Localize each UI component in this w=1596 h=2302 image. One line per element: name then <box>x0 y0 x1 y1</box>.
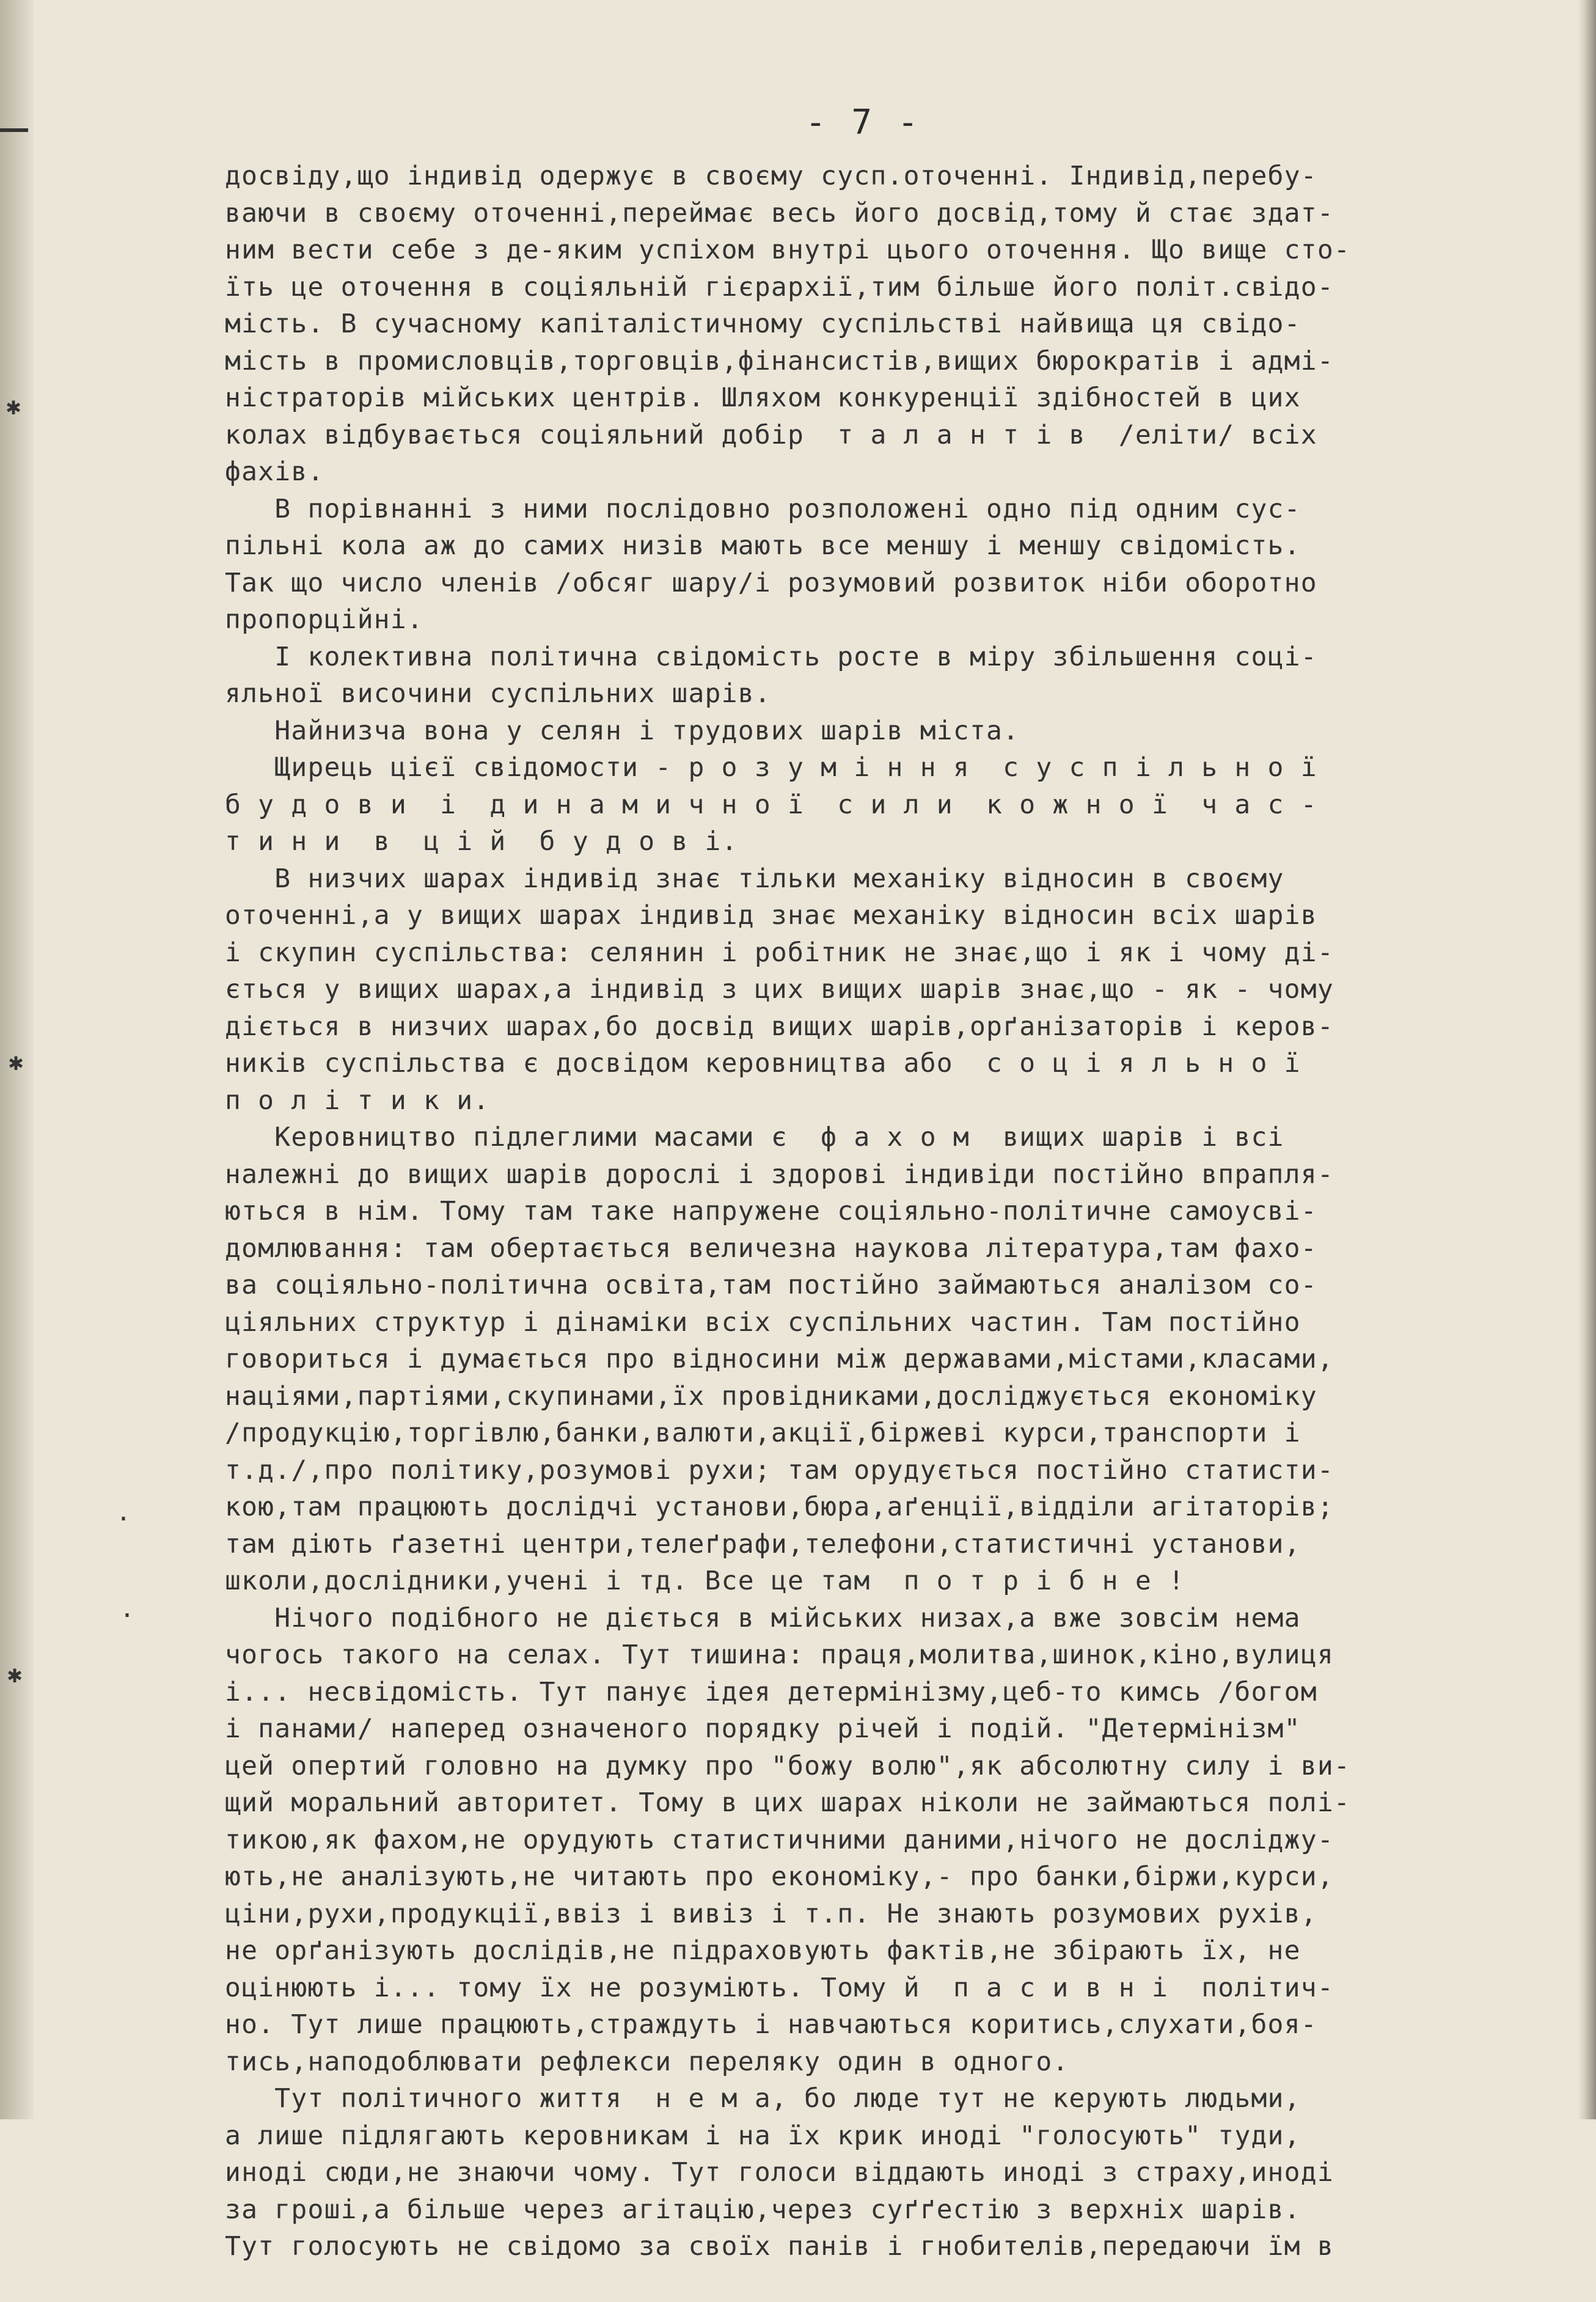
text-line: не орґанізують дослідів,не підраховують фактів,не збірають їх, не <box>225 1932 1496 1970</box>
text-line: Нічого подібного не діється в мійських низах,а вже зовсім нема <box>225 1600 1496 1637</box>
text-line: п о л і т и к и. <box>225 1082 1496 1120</box>
text-line: Так що число членів /обсяг шару/і розумовий розвиток ніби оборотно <box>225 565 1496 602</box>
text-line: домлювання: там обертається величезна наукова література,там фахо- <box>225 1230 1496 1267</box>
text-line: т и н и в ц і й б у д о в і. <box>225 823 1496 860</box>
text-line: пропорційні. <box>225 601 1496 639</box>
text-line: належні до вищих шарів дорослі і здорові індивіди постійно впрапля- <box>225 1156 1496 1193</box>
text-line: тикою,як фахом,не орудують статистичними даними,нічого не досліджу- <box>225 1822 1496 1859</box>
text-line: ються в нім. Тому там таке напружене соціяльно-політичне самоусві- <box>225 1193 1496 1230</box>
text-line: ників суспільства є досвідом керовництва або с о ц і я л ь н о ї <box>225 1045 1496 1082</box>
text-line: націями,партіями,скупинами,їх провідниками,досліджується економіку <box>225 1378 1496 1415</box>
text-line: оточенні,а у вищих шарах індивід знає механіку відносин всіх шарів <box>225 897 1496 934</box>
text-line: школи,дослідники,учені і тд. Все це там п о т р і б н е ! <box>225 1563 1496 1600</box>
text-line: ваючи в своєму оточенні,переймає весь його досвід,тому й стає здат- <box>225 195 1496 232</box>
text-line: мість. В сучасному капіталістичному суспільстві найвища ця свідо- <box>225 306 1496 343</box>
text-line: ціяльних структур і дінаміки всіх суспільних частин. Там постійно <box>225 1304 1496 1341</box>
text-line: пільні кола аж до самих низів мають все меншу і меншу свідомість. <box>225 527 1496 565</box>
text-line: Тут голосують не свідомо за своїх панів і гнобителів,передаючи їм в <box>225 2228 1496 2265</box>
text-line: Тут політичного життя н е м а, бо люде тут не керують людьми, <box>225 2080 1496 2117</box>
text-line: говориться і думається про відносини між державами,містами,класами, <box>225 1341 1496 1378</box>
text-line: досвіду,що індивід одержує в своєму сусп.оточенні. Індивід,перебу- <box>225 158 1496 195</box>
margin-mark: ✱ <box>6 394 21 419</box>
page-number: - 7 - <box>805 103 921 142</box>
text-line: Найнизча вона у селян і трудових шарів міста. <box>225 713 1496 750</box>
margin-mark: ✱ <box>7 1662 22 1687</box>
text-line: б у д о в и і д и н а м и ч н о ї с и л и к о ж н о ї ч а с - <box>225 786 1496 824</box>
text-line: І колективна політична свідомість росте в міру збільшення соці- <box>225 639 1496 676</box>
text-line: Щирець цієї свідомости - р о з у м і н н я с у с п і л ь н о ї <box>225 749 1496 786</box>
text-line: ціни,рухи,продукції,ввіз і вивіз і т.п. Не знають розумових рухів, <box>225 1896 1496 1933</box>
text-line: ють,не аналізують,не читають про економіку,- про банки,біржи,курси, <box>225 1858 1496 1896</box>
text-line: кою,там працюють дослідчі установи,бюра,аґенції,відділи агітаторів; <box>225 1489 1496 1526</box>
text-line: В низчих шарах індивід знає тільки механіку відносин в своєму <box>225 860 1496 898</box>
margin-mark: · <box>120 1604 134 1628</box>
text-line: і скупин суспільства: селянин і робітник не знає,що і як і чому ді- <box>225 934 1496 972</box>
text-line: колах відбувається соціяльний добір т а л а н т і в /еліти/ всіх <box>225 417 1496 454</box>
text-line: иноді сюди,не знаючи чому. Тут голоси віддають иноді з страху,иноді <box>225 2154 1496 2191</box>
text-line: чогось такого на селах. Тут тишина: праця,молитва,шинок,кіно,вулиця <box>225 1637 1496 1674</box>
text-line <box>225 2265 1496 2302</box>
text-line: тись,наподоблювати рефлекси переляку один в одного. <box>225 2044 1496 2081</box>
text-line: і... несвідомість. Тут панує ідея детермінізму,цеб-то кимсь /богом <box>225 1674 1496 1711</box>
page-body <box>225 158 1496 2302</box>
text-line: діється в низчих шарах,бо досвід вищих шарів,орґанізаторів і керов- <box>225 1008 1496 1046</box>
text-line: т.д./,про політику,розумові рухи; там орудується постійно статисти- <box>225 1452 1496 1489</box>
text-line: Керовництво підлеглими масами є ф а х о м вищих шарів і всі <box>225 1119 1496 1156</box>
text-line: цей опертий головно на думку про "божу волю",як абсолютну силу і ви- <box>225 1748 1496 1785</box>
text-line: за гроші,а більше через агітацію,через суґґестію з верхніх шарів. <box>225 2191 1496 2229</box>
text-line: а лише підлягають керовникам і на їх крик иноді "голосують" туди, <box>225 2117 1496 2155</box>
text-line: но. Тут лише працюють,страждуть і навчаються коритись,слухати,боя- <box>225 2006 1496 2044</box>
text-line: оцінюють і... тому їх не розуміють. Тому й п а с и в н і політич- <box>225 1970 1496 2007</box>
text-line: ва соціяльно-політична освіта,там постійно займаються аналізом со- <box>225 1267 1496 1304</box>
text-line: ністраторів мійських центрів. Шляхом конкуренції здібностей в цих <box>225 379 1496 417</box>
text-line: мість в промисловців,торговців,фінансистів,вищих бюрократів і адмі- <box>225 343 1496 380</box>
binding-mark <box>0 128 28 132</box>
text-line: фахів. <box>225 453 1496 491</box>
text-line: ним вести себе з де-яким успіхом внутрі цього оточення. Що вище сто- <box>225 232 1496 269</box>
text-line: і панами/ наперед означеного порядку річей і подій. "Детермінізм" <box>225 1710 1496 1748</box>
text-line: /продукцію,торгівлю,банки,валюти,акції,біржеві курси,транспорти і <box>225 1415 1496 1452</box>
page-edge-shadow <box>1578 0 1596 2119</box>
text-line: яльної височини суспільних шарів. <box>225 675 1496 713</box>
text-line: їть це оточення в соціяльній гієрархії,тим більше його політ.свідо- <box>225 269 1496 306</box>
text-line: щий моральний авторитет. Тому в цих шарах ніколи не займаються полі- <box>225 1784 1496 1822</box>
text-line: В порівнанні з ними послідовно розположені одно під одним сус- <box>225 491 1496 528</box>
margin-mark: · <box>116 1507 131 1531</box>
text-line: ється у вищих шарах,а індивід з цих вищих шарів знає,що - як - чому <box>225 971 1496 1008</box>
text-line: там діють ґазетні центри,телеґрафи,телефони,статистичні установи, <box>225 1526 1496 1563</box>
margin-mark: ✱ <box>9 1050 23 1074</box>
